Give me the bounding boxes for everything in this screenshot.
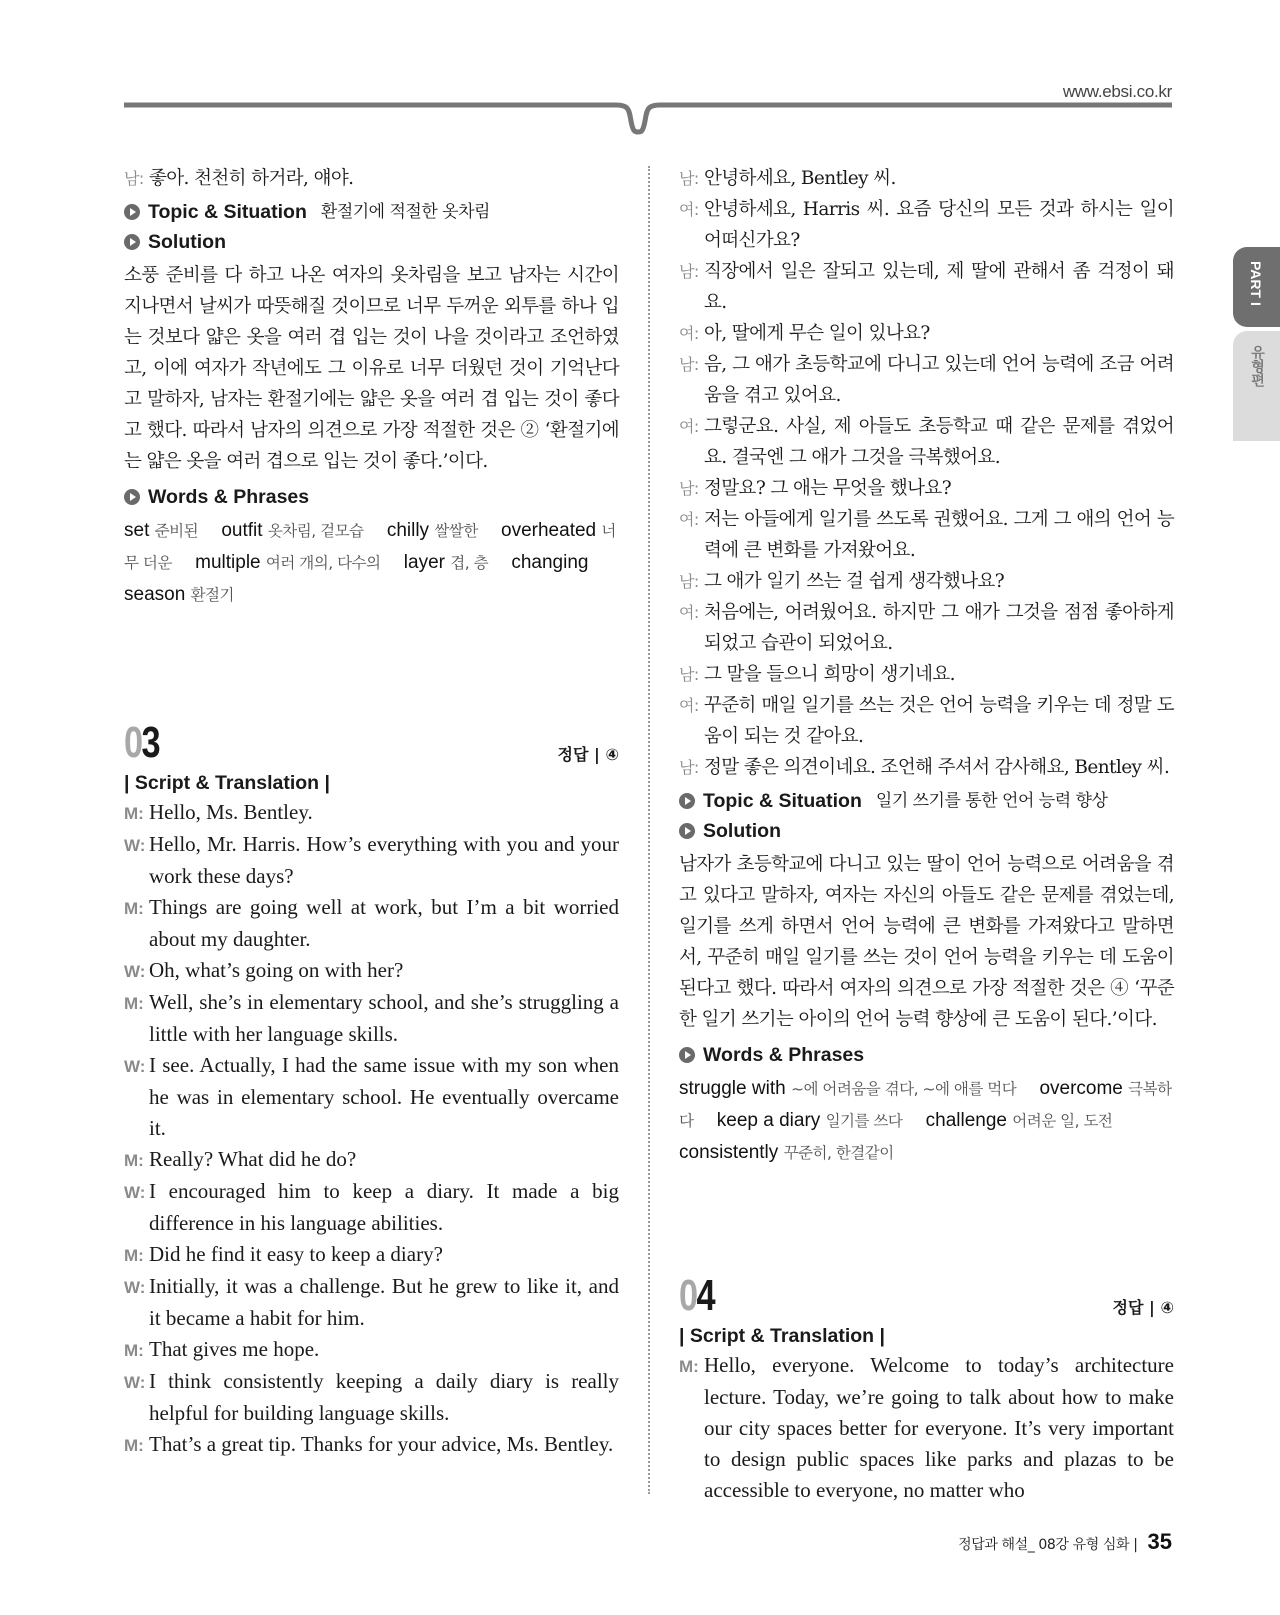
- script-text: Hello, everyone. Welcome to today’s architecture lecture. Today, we’re going to talk about how to make our city spaces better for everyone. It’s very important to design public spaces like parks and plazas to be accessible to everyone, no matter who: [704, 1353, 1174, 1502]
- translation-text: 꾸준히 매일 일기를 쓰는 것은 언어 능력을 키우는 데 정말 도움이 되는 것 같아요.: [704, 695, 1174, 747]
- question-header-04: [679, 1271, 1174, 1320]
- speaker-label: 남:: [679, 169, 699, 188]
- translation-line: [679, 504, 1174, 566]
- solution-text: 소풍 준비를 다 하고 나온 여자의 옷차림을 보고 남자는 시간이 지나면서 날씨가 따뜻해질 것이므로 너무 두꺼운 외투를 하나 입는 것보다 얇은 옷을 여러 겹 입는 것이 나을 것이라고 조언하였고, 이에 여자가 작년에도 그 이유로 너무 더웠던 것이 기억난다고 말하자, 남자는 환절기에는 얇은 옷을 여러 겹 입는 것이 좋다고 했다. 따라서 남자의 의견으로 가장 적절한 것은 ② ‘환절기에는 얇은 옷을 여러 겹으로 입는 것이 좋다.’이다.: [124, 265, 619, 472]
- vocab-word: set: [124, 520, 150, 541]
- play-bullet-icon: [679, 793, 695, 809]
- speaker-label: M:: [124, 1341, 144, 1360]
- script-text: Well, she’s in elementary school, and she’s struggling a little with her language skills.: [149, 990, 619, 1046]
- vocab-meaning: 겹, 층: [450, 554, 489, 572]
- script-line: [124, 892, 619, 955]
- translation-line: [679, 163, 1174, 194]
- speaker-label: M:: [124, 1436, 144, 1455]
- heading-label: Words & Phrases: [703, 1044, 865, 1066]
- heading-label: Topic & Situation: [148, 201, 307, 223]
- korean-translation: [679, 163, 1174, 783]
- play-bullet-icon: [679, 1047, 695, 1063]
- column-divider: [648, 166, 650, 1494]
- site-url: www.ebsi.co.kr: [1062, 82, 1172, 101]
- words-list: [124, 515, 619, 611]
- vocab-word: keep a diary: [716, 1110, 821, 1131]
- translation-text: 그 말을 들으니 희망이 생기네요.: [704, 664, 955, 685]
- vocab-meaning: 쌀쌀한: [434, 522, 478, 540]
- vocab-word: consistently: [679, 1142, 779, 1163]
- translation-line: [679, 349, 1174, 411]
- translation-line: [679, 659, 1174, 690]
- translation-line: [679, 597, 1174, 659]
- vocab-meaning: 꾸준히, 한결같이: [783, 1144, 894, 1162]
- script-text: Hello, Ms. Bentley.: [149, 800, 313, 824]
- speaker-label: W:: [124, 836, 146, 855]
- speaker-label: M:: [124, 1246, 144, 1265]
- script-line: [124, 1429, 619, 1461]
- script-line: [124, 1239, 619, 1271]
- speaker-label: 남:: [679, 355, 699, 374]
- translation-text: 정말 좋은 의견이네요. 조언해 주셔서 감사해요, Bentley 씨.: [704, 757, 1170, 778]
- translation-line: [679, 473, 1174, 504]
- question-number-prefix: 0: [124, 718, 142, 767]
- speaker-label: M:: [679, 1357, 699, 1376]
- words-phrases-heading: [124, 485, 619, 509]
- right-column: [679, 163, 1174, 1506]
- speaker-label: 남:: [679, 479, 699, 498]
- script-text: Really? What did he do?: [149, 1147, 357, 1171]
- words-list: [679, 1073, 1174, 1169]
- solution-heading: [124, 230, 619, 254]
- script-line: [124, 1271, 619, 1334]
- footer-chapter-label: 정답과 해설_ 08강 유형 심화 |: [958, 1537, 1138, 1553]
- speaker-label: 여:: [679, 200, 699, 219]
- vocab-word: outfit: [221, 520, 263, 541]
- speaker-label: 남:: [679, 572, 699, 591]
- script-text: Things are going well at work, but I’m a bit worried about my daughter.: [149, 895, 619, 951]
- play-bullet-icon: [124, 234, 140, 250]
- script-translation-heading: | Script & Translation |: [679, 1325, 885, 1347]
- script-translation-heading: | Script & Translation |: [124, 772, 330, 794]
- translation-line: [679, 318, 1174, 349]
- speaker-label: M:: [124, 899, 144, 918]
- translation-text: 그렇군요. 사실, 제 아들도 초등학교 때 같은 문제를 겪었어요. 결국엔 그 애가 그것을 극복했어요.: [704, 416, 1174, 468]
- vocab-word: chilly: [386, 520, 430, 541]
- question-header-03: [124, 718, 619, 767]
- topic-situation-heading: [679, 789, 1174, 813]
- translation-line: [679, 194, 1174, 256]
- translation-text: 직장에서 일은 잘되고 있는데, 제 딸에 관해서 좀 걱정이 돼요.: [704, 261, 1174, 313]
- speaker-label: 여:: [679, 324, 699, 343]
- speaker-label: W:: [124, 1278, 146, 1297]
- translation-text: 정말요? 그 애는 무엇을 했나요?: [704, 478, 952, 499]
- vocab-word: struggle with: [679, 1078, 786, 1099]
- script-line: [124, 987, 619, 1050]
- play-bullet-icon: [124, 204, 140, 220]
- script-line: [124, 1366, 619, 1429]
- speaker-label: W:: [124, 1183, 146, 1202]
- question-number-prefix: 0: [679, 1271, 697, 1320]
- side-tab-part-label: PART I: [1248, 261, 1264, 306]
- vocab-meaning: 극복하다: [679, 1080, 1172, 1130]
- vocab-word: layer: [403, 552, 445, 573]
- heading-label: Solution: [703, 820, 781, 842]
- vocab-meaning: 준비된: [154, 522, 199, 540]
- speaker-label: 남:: [124, 169, 144, 188]
- speaker-label: M:: [124, 804, 144, 823]
- script-text: Oh, what’s going on with her?: [149, 958, 404, 982]
- script-line: [124, 955, 619, 987]
- topic-value: 환절기에 적절한 옷차림: [320, 202, 490, 222]
- translation-line: [679, 411, 1174, 473]
- script-text: I encouraged him to keep a diary. It made a big difference in his language abilities.: [149, 1179, 619, 1235]
- script-line: [124, 829, 619, 892]
- translation-text: 그 애가 일기 쓰는 걸 쉽게 생각했나요?: [704, 571, 1005, 592]
- speaker-label: 남:: [679, 262, 699, 281]
- header-rule-divider: [124, 96, 1172, 146]
- side-tab-section-label: 유형편: [1250, 345, 1266, 387]
- left-column: [124, 163, 619, 1461]
- play-bullet-icon: [124, 489, 140, 505]
- script-line: [124, 797, 619, 829]
- translation-line: [679, 256, 1174, 318]
- script-text: I see. Actually, I had the same issue with my son when he was in elementary school. He eventually overcame it.: [149, 1053, 619, 1140]
- speaker-label: 여:: [679, 603, 699, 622]
- solution-text: 남자가 초등학교에 다니고 있는 딸이 언어 능력으로 어려움을 겪고 있다고 말하자, 여자는 자신의 아들도 같은 문제를 겪었는데, 일기를 쓰게 하면서 언어 능력에 큰 변화를 가져왔다고 말하면서, 꾸준히 매일 일기를 쓰는 것이 언어 능력을 키우는 데 도움이 된다고 했다. 따라서 여자의 의견으로 가장 적절한 것은 ④ ‘꾸준한 일기 쓰기는 아이의 언어 능력 향상에 큰 도움이 된다.’이다.: [679, 854, 1174, 1030]
- page-number: 35: [1147, 1529, 1172, 1554]
- script-line: [124, 1050, 619, 1144]
- speaker-label: 여:: [679, 696, 699, 715]
- play-bullet-icon: [679, 823, 695, 839]
- script-text: Initially, it was a challenge. But he grew to like it, and it became a habit for him.: [149, 1274, 619, 1330]
- script-line: [124, 1144, 619, 1176]
- heading-label: Solution: [148, 231, 226, 253]
- script-text: That’s a great tip. Thanks for your advice, Ms. Bentley.: [149, 1432, 614, 1456]
- answer-label: 정답 | ④: [557, 745, 619, 764]
- translation-text: 처음에는, 어려웠어요. 하지만 그 애가 그것을 점점 좋아하게 되었고 습관이 되었어요.: [704, 602, 1174, 654]
- vocab-meaning: 일기를 쓰다: [825, 1112, 903, 1130]
- translation-text: 음, 그 애가 초등학교에 다니고 있는데 언어 능력에 조금 어려움을 겪고 있어요.: [704, 354, 1174, 406]
- speaker-label: 여:: [679, 417, 699, 436]
- question-number: [124, 718, 160, 767]
- translation-text: 아, 딸에게 무슨 일이 있나요?: [704, 323, 930, 344]
- vocab-word: overheated: [501, 520, 597, 541]
- english-script: [124, 797, 619, 1461]
- script-line: [679, 1350, 1174, 1506]
- side-tab-part: [1233, 247, 1280, 327]
- vocab-meaning: ~에 어려움을 겪다, ~에 애를 먹다: [790, 1080, 1017, 1098]
- script-line: [124, 1176, 619, 1239]
- question-number: [679, 1271, 715, 1320]
- speaker-label: W:: [124, 962, 146, 981]
- translation-text: 안녕하세요, Bentley 씨.: [704, 168, 896, 189]
- script-text: I think consistently keeping a daily diary is really helpful for building language skills.: [149, 1369, 619, 1425]
- speaker-label: 여:: [679, 510, 699, 529]
- words-phrases-heading: [679, 1043, 1174, 1067]
- topic-situation-heading: [124, 200, 619, 224]
- speaker-label: 남:: [679, 665, 699, 684]
- script-text: That gives me hope.: [149, 1337, 320, 1361]
- heading-label: Words & Phrases: [148, 486, 310, 508]
- translation-text: 저는 아들에게 일기를 쓰도록 권했어요. 그게 그 애의 언어 능력에 큰 변화를 가져왔어요.: [704, 509, 1174, 561]
- vocab-meaning: 여러 개의, 다수의: [265, 554, 381, 572]
- page-footer: [958, 1529, 1172, 1555]
- topic-value: 일기 쓰기를 통한 언어 능력 향상: [875, 791, 1108, 811]
- speaker-label: W:: [124, 1057, 146, 1076]
- vocab-meaning: 너무 더운: [124, 522, 616, 572]
- dialogue-text: 좋아. 천천히 하거라, 얘야.: [149, 168, 354, 189]
- script-text: Hello, Mr. Harris. How’s everything with you and your work these days?: [149, 832, 619, 888]
- script-text: Did he find it easy to keep a diary?: [149, 1242, 443, 1266]
- question-number-suffix: 3: [141, 718, 160, 767]
- speaker-label: M:: [124, 994, 144, 1013]
- vocab-word: challenge: [925, 1110, 1007, 1131]
- speaker-label: M:: [124, 1151, 144, 1170]
- translation-line: [679, 566, 1174, 597]
- question-number-suffix: 4: [696, 1271, 715, 1320]
- translation-line: [679, 690, 1174, 752]
- vocab-meaning: 옷차림, 겉모습: [267, 522, 364, 540]
- english-script: [679, 1350, 1174, 1506]
- heading-label: Topic & Situation: [703, 790, 862, 812]
- answer-label: 정답 | ④: [1112, 1298, 1174, 1317]
- side-tab-section: [1233, 331, 1280, 441]
- speaker-label: 남:: [679, 758, 699, 777]
- vocab-word: overcome: [1039, 1078, 1123, 1099]
- translation-line: [679, 752, 1174, 783]
- translation-text: 안녕하세요, Harris 씨. 요즘 당신의 모든 것과 하시는 일이 어떠신가요?: [704, 199, 1174, 251]
- vocab-word: multiple: [195, 552, 261, 573]
- vocab-word: changing season: [124, 552, 589, 605]
- dialogue-line: [124, 163, 619, 194]
- solution-heading: [679, 819, 1174, 843]
- vocab-meaning: 어려운 일, 도전: [1012, 1112, 1113, 1130]
- vocab-meaning: 환절기: [190, 586, 234, 604]
- speaker-label: W:: [124, 1373, 146, 1392]
- script-line: [124, 1334, 619, 1366]
